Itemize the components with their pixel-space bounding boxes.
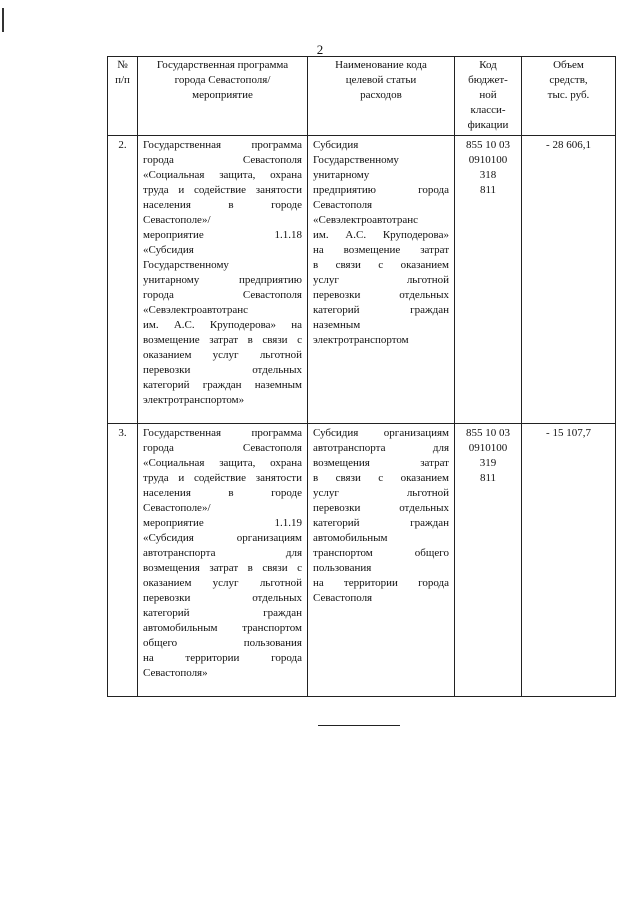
cell-line: перевозки отдельных — [313, 502, 449, 514]
cell-line: «Севэлектроавтотранс — [143, 304, 248, 316]
cell-line: города Севастополя — [143, 289, 302, 301]
cell-line: транспортом общего — [313, 547, 449, 559]
end-separator-line — [318, 725, 400, 726]
header-budget-code — [455, 57, 522, 136]
budget-code-cell — [455, 136, 522, 424]
cell-line: 855 10 03 — [466, 427, 510, 439]
target-article-cell — [308, 424, 455, 697]
cell-line: бюджет- — [468, 74, 508, 86]
cell-line: тыс. руб. — [547, 89, 590, 101]
cell-line: № — [117, 59, 128, 71]
cell-line: оказанием услуг льготной — [143, 577, 302, 589]
cell-line: фикации — [467, 119, 509, 131]
cell-line: ной — [479, 89, 497, 101]
cell-line: унитарному предприятию — [143, 274, 302, 286]
cell-line: Севастополе»/ — [143, 214, 211, 226]
cell-line: населения в городе — [143, 487, 302, 499]
cell-line: в связи с оказанием — [313, 472, 449, 484]
cell-line: автотранспорта для — [143, 547, 302, 559]
program-cell — [138, 424, 308, 697]
cell-line: населения в городе — [143, 199, 302, 211]
cell-line: 0910100 — [468, 154, 508, 166]
header-number — [108, 57, 138, 136]
cell-line: пользования — [313, 562, 372, 574]
cell-line: п/п — [115, 74, 130, 86]
cell-line: категорий граждан наземным — [143, 379, 302, 391]
cell-line: Государственная программа — [156, 59, 289, 71]
cell-line: 318 — [479, 169, 497, 181]
cell-line: Государственному — [143, 259, 229, 271]
cell-line: автомобильным транспортом — [143, 622, 302, 634]
cell-line: класси- — [470, 104, 506, 116]
cell-line: «Социальная защита, охрана — [143, 457, 302, 469]
scan-margin-mark — [2, 8, 4, 32]
cell-line: мероприятие 1.1.19 — [143, 517, 302, 529]
header-target-article — [308, 57, 455, 136]
cell-line: услуг льготной — [313, 274, 449, 286]
cell-line: возмещения затрат в связи с — [143, 562, 302, 574]
cell-line: Государственная программа — [143, 427, 302, 439]
cell-line: электротранспортом — [313, 334, 409, 346]
amount-cell: - 15 107,7 — [522, 424, 616, 697]
cell-line: услуг льготной — [313, 487, 449, 499]
cell-line: 0910100 — [468, 442, 508, 454]
cell-line: Субсидия организациям — [313, 427, 449, 439]
cell-line: Севастополя — [313, 199, 373, 211]
cell-line: 855 10 03 — [466, 139, 510, 151]
cell-line: категорий граждан — [313, 517, 449, 529]
cell-line: расходов — [360, 89, 402, 101]
cell-line: общего пользования — [143, 637, 302, 649]
cell-line: Государственная программа — [143, 139, 302, 151]
table-row — [108, 424, 616, 697]
cell-line: электротранспортом» — [143, 394, 245, 406]
cell-line: «Севэлектроавтотранс — [313, 214, 418, 226]
cell-line: труда и содействие занятости — [143, 184, 302, 196]
cell-line: 319 — [479, 457, 497, 469]
cell-line: автомобильным — [313, 532, 388, 544]
cell-line: на территории города — [313, 577, 449, 589]
target-article-cell — [308, 136, 455, 424]
cell-line: 811 — [479, 472, 497, 484]
table-row — [108, 136, 616, 424]
cell-line: перевозки отдельных — [143, 592, 302, 604]
cell-line: «Социальная защита, охрана — [143, 169, 302, 181]
cell-line: наземным — [313, 319, 361, 331]
cell-line: Наименование кода — [335, 59, 427, 71]
cell-line: категорий граждан — [313, 304, 449, 316]
cell-line: Объем — [553, 59, 584, 71]
cell-line: возмещения затрат — [313, 457, 449, 469]
cell-line: труда и содействие занятости — [143, 472, 302, 484]
cell-line: унитарному — [313, 169, 370, 181]
cell-line: города Севастополя — [143, 442, 302, 454]
cell-line: Код — [479, 59, 497, 71]
cell-line: мероприятие 1.1.18 — [143, 229, 302, 241]
cell-line: Севастополя» — [143, 667, 208, 679]
cell-line: в связи с оказанием — [313, 259, 449, 271]
row-number: 2. — [108, 136, 138, 424]
budget-code-cell — [455, 424, 522, 697]
cell-line: города Севастополя — [143, 154, 302, 166]
cell-line: им. А.С. Круподерова» на — [143, 319, 302, 331]
cell-line: «Субсидия — [143, 244, 194, 256]
table-header-row — [108, 57, 616, 136]
header-program — [138, 57, 308, 136]
cell-line: Севастополе»/ — [143, 502, 211, 514]
cell-line: автотранспорта для — [313, 442, 449, 454]
cell-line: им. А.С. Круподерова» — [313, 229, 449, 241]
cell-line: на возмещение затрат — [313, 244, 449, 256]
amount-cell: - 28 606,1 — [522, 136, 616, 424]
cell-line: Государственному — [313, 154, 399, 166]
header-amount — [522, 57, 616, 136]
cell-line: перевозки отдельных — [143, 364, 302, 376]
cell-line: перевозки отдельных — [313, 289, 449, 301]
cell-line: Севастополя — [313, 592, 373, 604]
row-number: 3. — [108, 424, 138, 697]
cell-line: «Субсидия организациям — [143, 532, 302, 544]
cell-line: категорий граждан — [143, 607, 302, 619]
cell-line: оказанием услуг льготной — [143, 349, 302, 361]
cell-line: целевой статьи — [345, 74, 417, 86]
cell-line: 811 — [479, 184, 497, 196]
page-number: 2 — [316, 42, 324, 57]
cell-line: Субсидия — [313, 139, 359, 151]
cell-line: средств, — [549, 74, 588, 86]
budget-table — [107, 56, 616, 697]
cell-line: возмещение затрат в связи с — [143, 334, 302, 346]
cell-line: мероприятие — [192, 89, 253, 101]
cell-line: города Севастополя/ — [174, 74, 271, 86]
program-cell — [138, 136, 308, 424]
cell-line: на территории города — [143, 652, 302, 664]
cell-line: предприятию города — [313, 184, 449, 196]
